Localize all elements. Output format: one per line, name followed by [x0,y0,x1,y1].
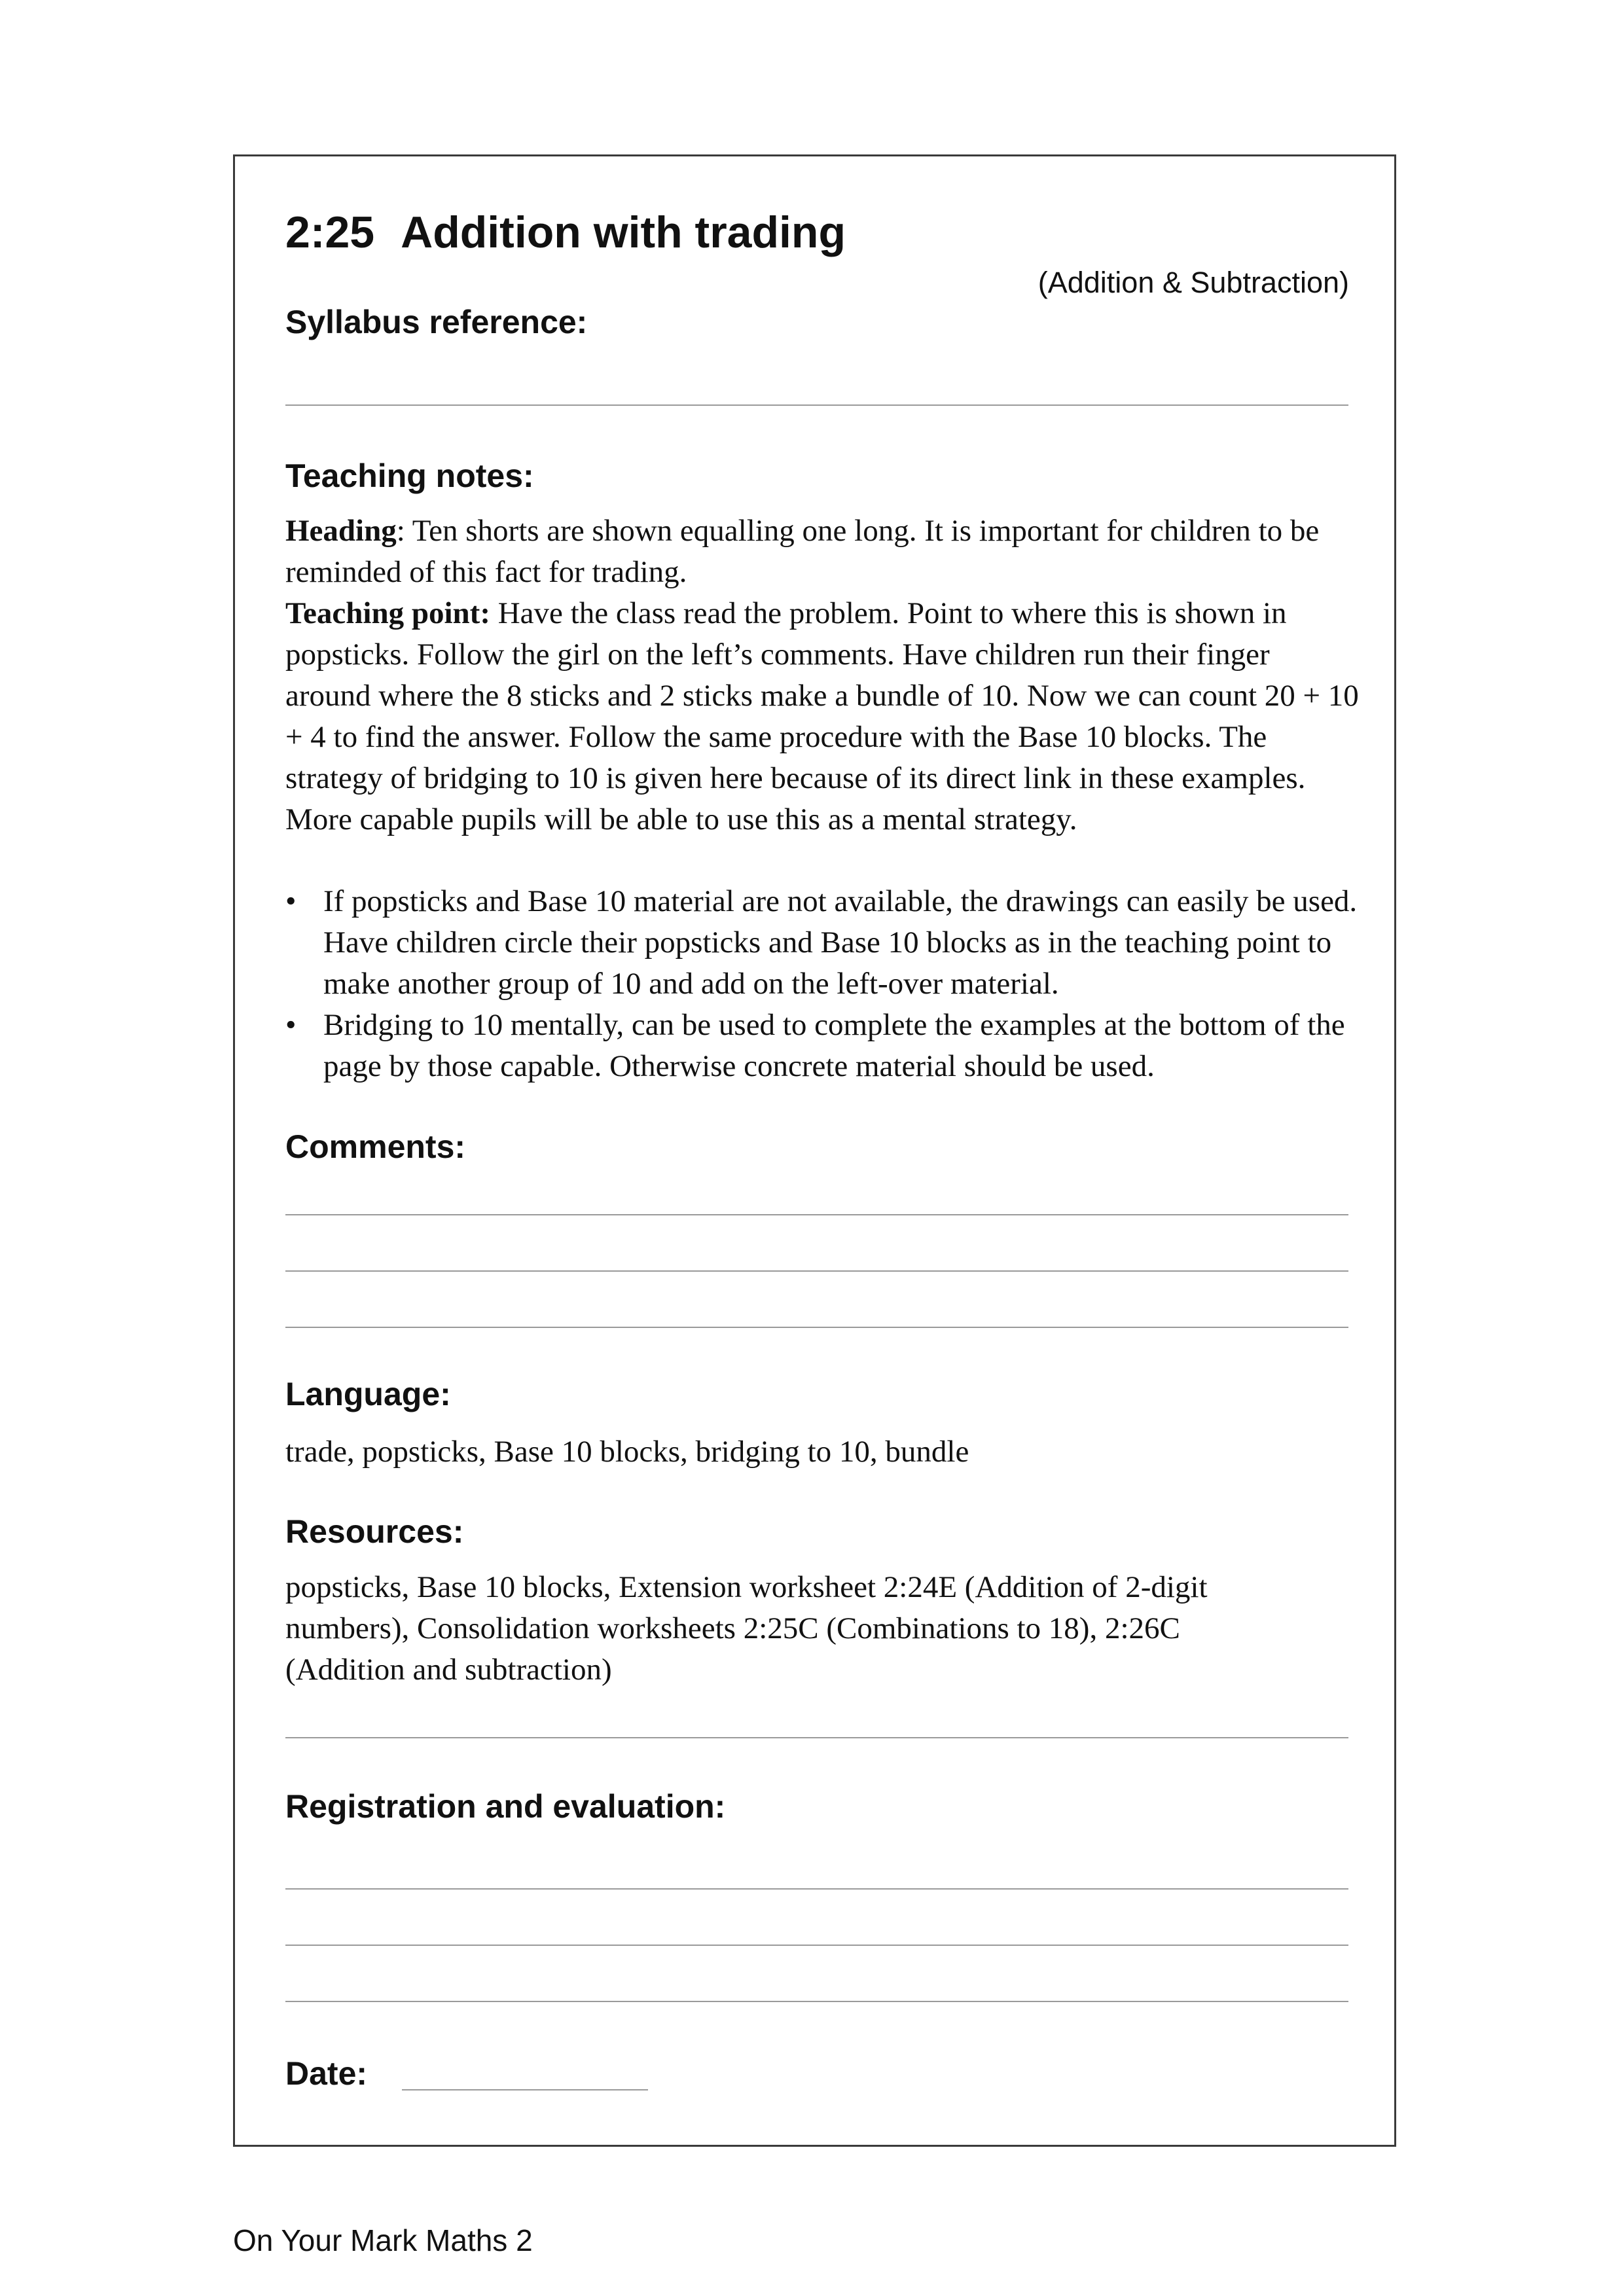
syllabus-heading: Syllabus reference: [285,304,588,340]
registration-heading: Registration and evaluation: [285,1788,726,1825]
teaching-point-label: Teaching point: [285,596,490,630]
bullet-icon: • [285,884,297,918]
page-title [285,208,846,257]
heading-note-text: : Ten shorts are shown equalling one long. It is important for children to be reminded of this fact for trading. [285,514,1320,589]
registration-line-2[interactable] [285,1945,1348,1946]
teaching-notes-body [285,511,1359,840]
lesson-title: Addition with trading [401,207,846,257]
comments-line-1[interactable] [285,1214,1348,1215]
resources-rule [285,1737,1348,1738]
bullet-icon: • [285,1008,297,1042]
list-item: • Bridging to 10 mentally, can be used to complete the examples at the bottom of the page by those capable. Otherwise concrete material should be used. [285,1005,1372,1087]
teaching-point-text: Have the class read the problem. Point to where this is shown in popsticks. Follow the girl on the left’s comments. Have children run their finger around where the 8 sticks and 2 sticks make a bundle of 10. Now we can count 20 + 10 + 4 to find the answer. Follow the same procedure with the Base 10 blocks. The strategy of bridging to 10 is given here because of its direct link in these examples. More capable pupils will be able to use this as a mental strategy. [285,596,1359,836]
list-item: • If popsticks and Base 10 material are not available, the drawings can easily be used. Have children circle their popsticks and Base 10 blocks as in the teaching point to make another group of 10 and add on the left-over material. [285,881,1372,1005]
registration-line-3[interactable] [285,2001,1348,2002]
registration-line-1[interactable] [285,1888,1348,1890]
book-title-footer: On Your Mark Maths 2 [233,2223,533,2257]
resources-text: popsticks, Base 10 blocks, Extension worksheet 2:24E (Addition of 2-digit numbers), Consolidation worksheets 2:25C (Combinations to 18), 2:26C (Addition and subtraction) [285,1570,1208,1687]
date-field-line[interactable] [402,2089,648,2090]
date-label: Date: [285,2055,368,2092]
teaching-notes-bullets [285,881,1372,1087]
heading-note-label: Heading [285,514,397,548]
syllabus-rule [285,404,1348,406]
strand-label: (Addition & Subtraction) [1038,266,1349,299]
comments-heading: Comments: [285,1128,466,1165]
language-text: trade, popsticks, Base 10 blocks, bridging to 10, bundle [285,1435,969,1469]
lesson-number: 2:25 [285,207,375,257]
resources-heading: Resources: [285,1513,464,1550]
comments-line-2[interactable] [285,1270,1348,1272]
teaching-notes-heading: Teaching notes: [285,457,534,494]
language-heading: Language: [285,1376,451,1412]
comments-line-3[interactable] [285,1327,1348,1328]
